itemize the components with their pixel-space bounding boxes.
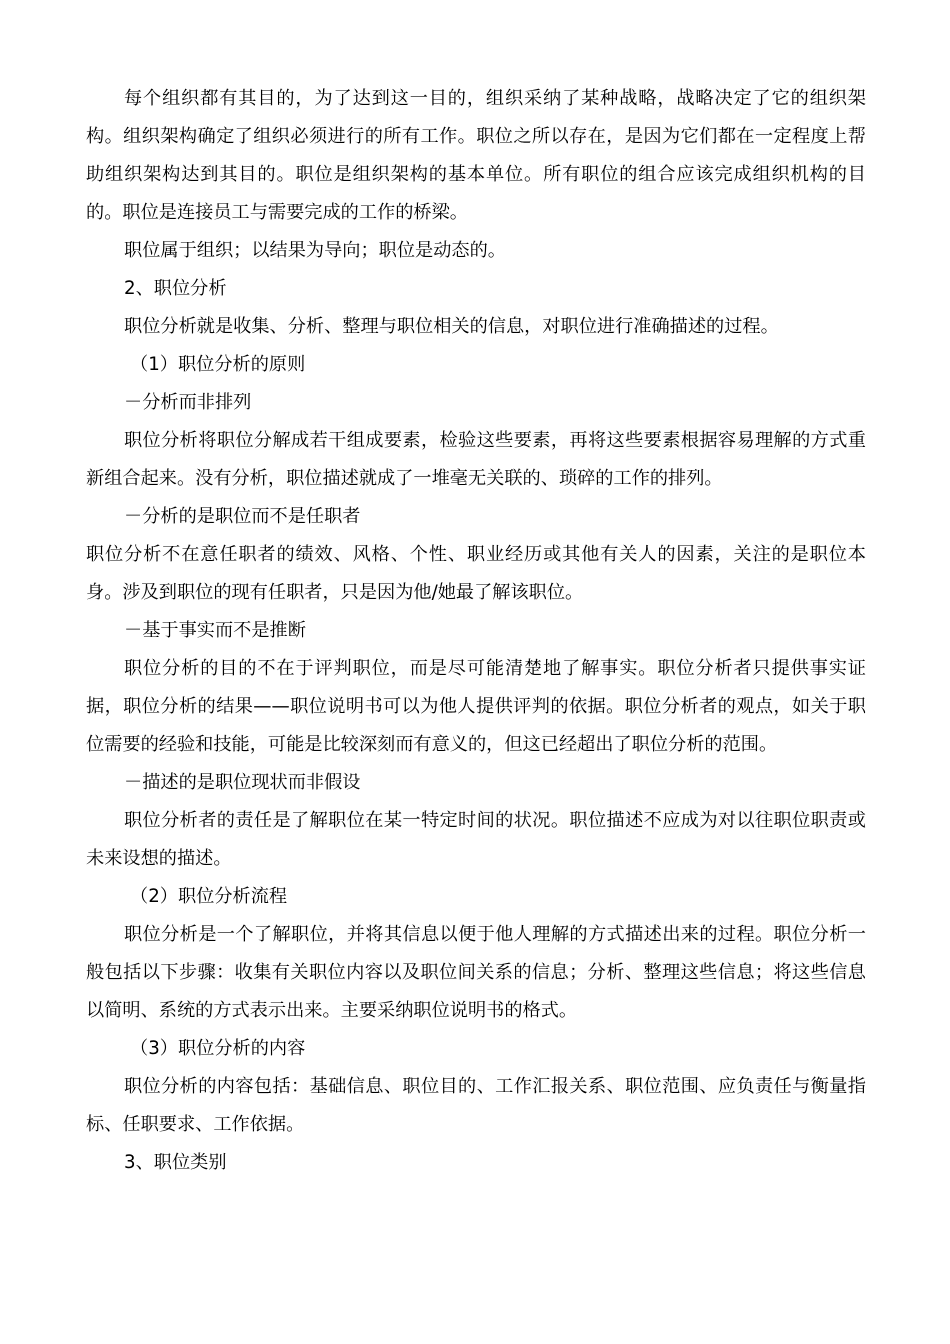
section-heading-position-categories: 3、职位类别 xyxy=(124,1152,227,1173)
principle-facts-not-inference: －基于事实而不是推断 xyxy=(124,620,306,641)
principle-analysis-not-listing: －分析而非排列 xyxy=(124,392,252,413)
principle-current-state: －描述的是职位现状而非假设 xyxy=(124,772,361,793)
paragraph-analysis-definition: 职位分析就是收集、分析、整理与职位相关的信息，对职位进行准确描述的过程。 xyxy=(124,316,779,337)
paragraph-position-attributes: 职位属于组织；以结果为导向；职位是动态的。 xyxy=(124,240,506,261)
paragraph-analysis-process: 职位分析是一个了解职位，并将其信息以便于他人理解的方式描述出来的过程。职位分析一般包括以下步骤：收集有关职位内容以及职位间关系的信息；分析、整理这些信息；将这些信息以简明、系统的方式表示出来。主要采纳职位说明书的格式。 xyxy=(86,924,866,1021)
paragraph-organization-purpose: 每个组织都有其目的，为了达到这一目的，组织采纳了某种战略，战略决定了它的组织架构。组织架构确定了组织必须进行的所有工作。职位之所以存在，是因为它们都在一定程度上帮助组织架构达到其目的。职位是组织架构的基本单位。所有职位的组合应该完成组织机构的目的。职位是连接员工与需要完成的工作的桥梁。 xyxy=(86,88,866,223)
paragraph-analysis-content: 职位分析的内容包括：基础信息、职位目的、工作汇报关系、职位范围、应负责任与衡量指标、任职要求、工作依据。 xyxy=(86,1076,866,1135)
subheading-analysis-principles: （1）职位分析的原则 xyxy=(130,354,306,375)
paragraph-facts-not-inference: 职位分析的目的不在于评判职位，而是尽可能清楚地了解事实。职位分析者只提供事实证据，职位分析的结果——职位说明书可以为他人提供评判的依据。职位分析者的观点，如关于职位需要的经验和技能，可能是比较深刻而有意义的，但这已经超出了职位分析的范围。 xyxy=(86,658,866,755)
section-heading-position-analysis: 2、职位分析 xyxy=(124,278,227,299)
document-page xyxy=(86,80,866,1182)
paragraph-position-not-holder: 职位分析不在意任职者的绩效、风格、个性、职业经历或其他有关人的因素，关注的是职位本身。涉及到职位的现有任职者，只是因为他/她最了解该职位。 xyxy=(86,544,866,603)
principle-position-not-holder: －分析的是职位而不是任职者 xyxy=(124,506,361,527)
subheading-analysis-process: （2）职位分析流程 xyxy=(130,886,288,907)
paragraph-current-state: 职位分析者的责任是了解职位在某一特定时间的状况。职位描述不应成为对以往职位职责或未来设想的描述。 xyxy=(86,810,866,869)
subheading-analysis-content: （3）职位分析的内容 xyxy=(130,1038,306,1059)
paragraph-analysis-not-listing: 职位分析将职位分解成若干组成要素，检验这些要素，再将这些要素根据容易理解的方式重新组合起来。没有分析，职位描述就成了一堆毫无关联的、琐碎的工作的排列。 xyxy=(86,430,866,489)
